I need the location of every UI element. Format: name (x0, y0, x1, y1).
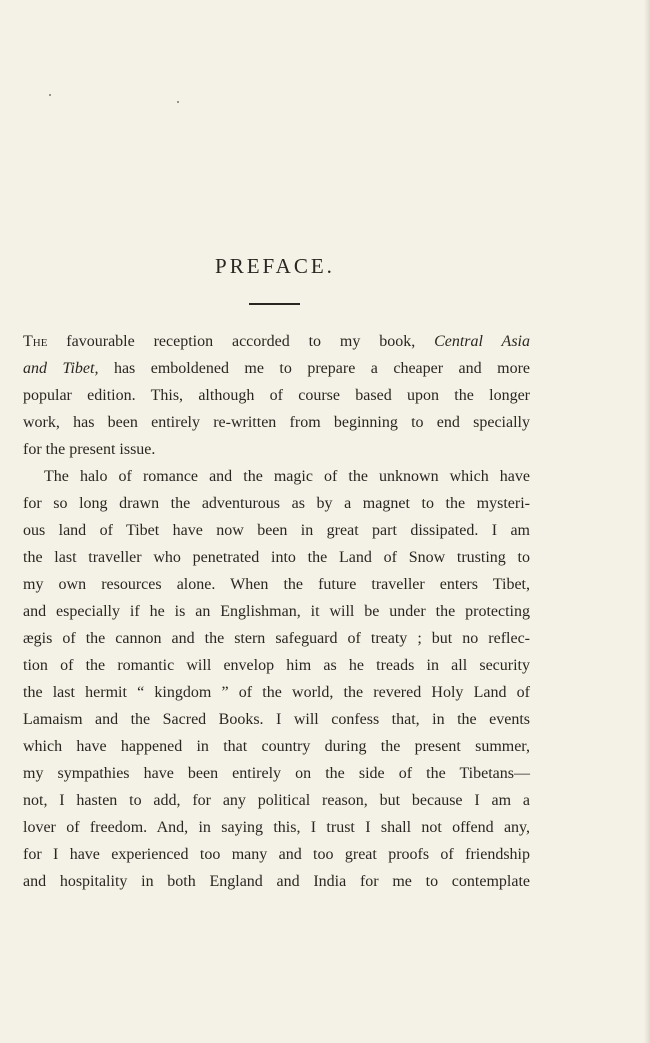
drop-smallcaps-word: The (23, 333, 48, 350)
body-text (23, 328, 530, 895)
book-title-italic: and Tibet, (23, 360, 99, 377)
text-line: not, I hasten to add, for any political reason, but because I am a (23, 792, 530, 809)
text-line: tion of the romantic will envelop him as he treads in all security (23, 657, 530, 674)
text-line (23, 328, 530, 355)
paper-speck (49, 94, 51, 96)
text-line: my own resources alone. When the future traveller enters Tibet, (23, 576, 530, 593)
text-line: for the present issue. (23, 441, 156, 458)
line-text: has emboldened me to prepare a cheaper and more (98, 360, 530, 377)
text-line (23, 355, 530, 382)
text-line: my sympathies have been entirely on the side of the Tibetans— (23, 765, 530, 782)
text-line: The halo of romance and the magic of the unknown which have (44, 468, 530, 485)
page-edge-shadow (644, 0, 650, 1043)
text-line: the last hermit “ kingdom ” of the world, the revered Holy Land of (23, 684, 530, 701)
text-line: the last traveller who penetrated into the Land of Snow trusting to (23, 549, 530, 566)
book-title-italic: Central Asia (434, 333, 530, 350)
text-line: work, has been entirely re-written from beginning to end specially (23, 414, 530, 431)
text-line: for I have experienced too many and too great proofs of friendship (23, 846, 530, 863)
text-line: Lamaism and the Sacred Books. I will confess that, in the events (23, 711, 530, 728)
text-line: for so long drawn the adventurous as by a magnet to the mysteri- (23, 495, 530, 512)
text-line: and hospitality in both England and India for me to contemplate (23, 873, 530, 890)
text-line: ous land of Tibet have now been in great part dissipated. I am (23, 522, 530, 539)
paper-speck (177, 101, 179, 103)
text-line: lover of freedom. And, in saying this, I trust I shall not offend any, (23, 819, 530, 836)
text-line: popular edition. This, although of course based upon the longer (23, 387, 530, 404)
heading-rule (249, 303, 300, 305)
text-line: ægis of the cannon and the stern safeguard of treaty ; but no reflec- (23, 630, 530, 647)
page-heading: PREFACE. (215, 254, 335, 278)
line-text: favourable reception accorded to my book, (47, 333, 435, 350)
text-line: which have happened in that country during the present summer, (23, 738, 530, 755)
text-line: and especially if he is an Englishman, it will be under the protecting (23, 603, 530, 620)
